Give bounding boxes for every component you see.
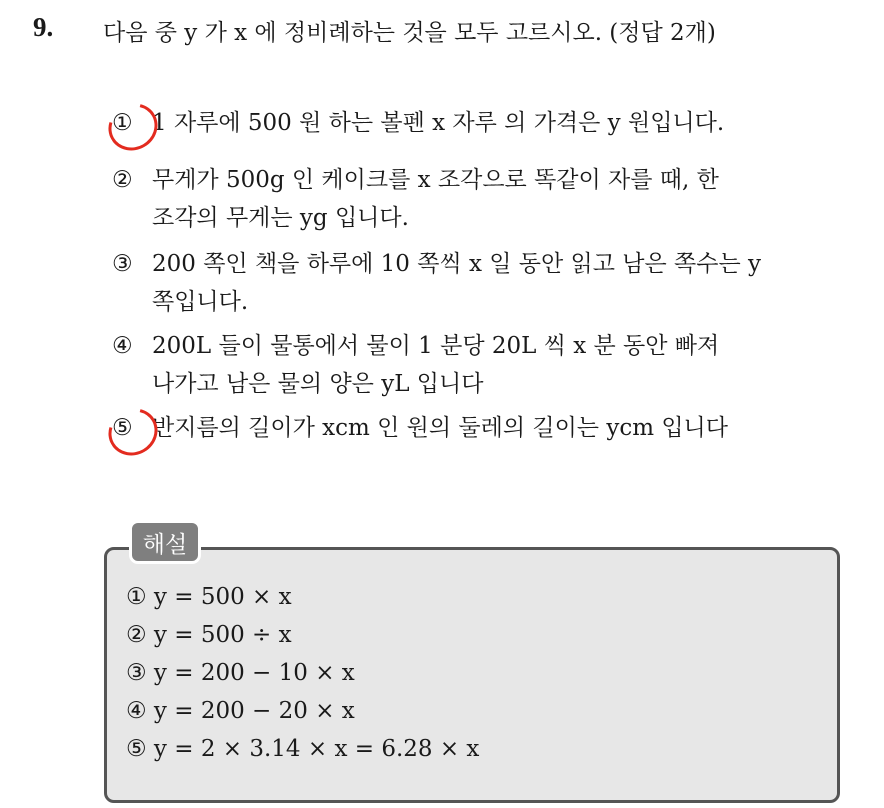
explanation-line-1: ① y = 500 × x [126, 584, 292, 610]
explanation-line-4: ④ y = 200 − 20 × x [126, 698, 355, 724]
option-marker: ① [112, 110, 133, 136]
option-marker: ④ [112, 333, 133, 359]
option-marker: ⑤ [112, 415, 133, 441]
option-text-continued: 쪽입니다. [152, 289, 249, 315]
option-text-continued: 조각의 무게는 yg 입니다. [152, 205, 409, 231]
option-text: 1 자루에 500 원 하는 볼펜 x 자루 의 가격은 y 원입니다. [152, 110, 725, 136]
option-1 [112, 104, 724, 142]
option-marker: ③ [112, 251, 133, 277]
explanation-line-5: ⑤ y = 2 × 3.14 × x = 6.28 × x [126, 736, 480, 762]
explanation-line-3: ③ y = 200 − 10 × x [126, 660, 355, 686]
option-5 [112, 409, 728, 447]
explanation-line-2: ② y = 500 ÷ x [126, 622, 292, 648]
option-marker: ② [112, 167, 133, 193]
option-text: 200L 들이 물통에서 물이 1 분당 20L 씩 x 분 동안 빠져 [152, 333, 720, 359]
question-number: 9. [33, 12, 54, 42]
option-text: 반지름의 길이가 xcm 인 원의 둘레의 길이는 ycm 입니다 [152, 415, 728, 441]
option-3 [112, 245, 761, 321]
option-2 [112, 161, 719, 237]
option-text: 무게가 500g 인 케이크를 x 조각으로 똑같이 자를 때, 한 [152, 167, 719, 193]
option-4 [112, 327, 719, 403]
option-text: 200 쪽인 책을 하루에 10 쪽씩 x 일 동안 읽고 남은 쪽수는 y [152, 251, 762, 277]
question-text: 다음 중 y 가 x 에 정비례하는 것을 모두 고르시오. (정답 2개) [103, 20, 716, 46]
option-text-continued: 나가고 남은 물의 양은 yL 입니다 [152, 371, 484, 397]
explanation-label: 해설 [129, 520, 201, 564]
